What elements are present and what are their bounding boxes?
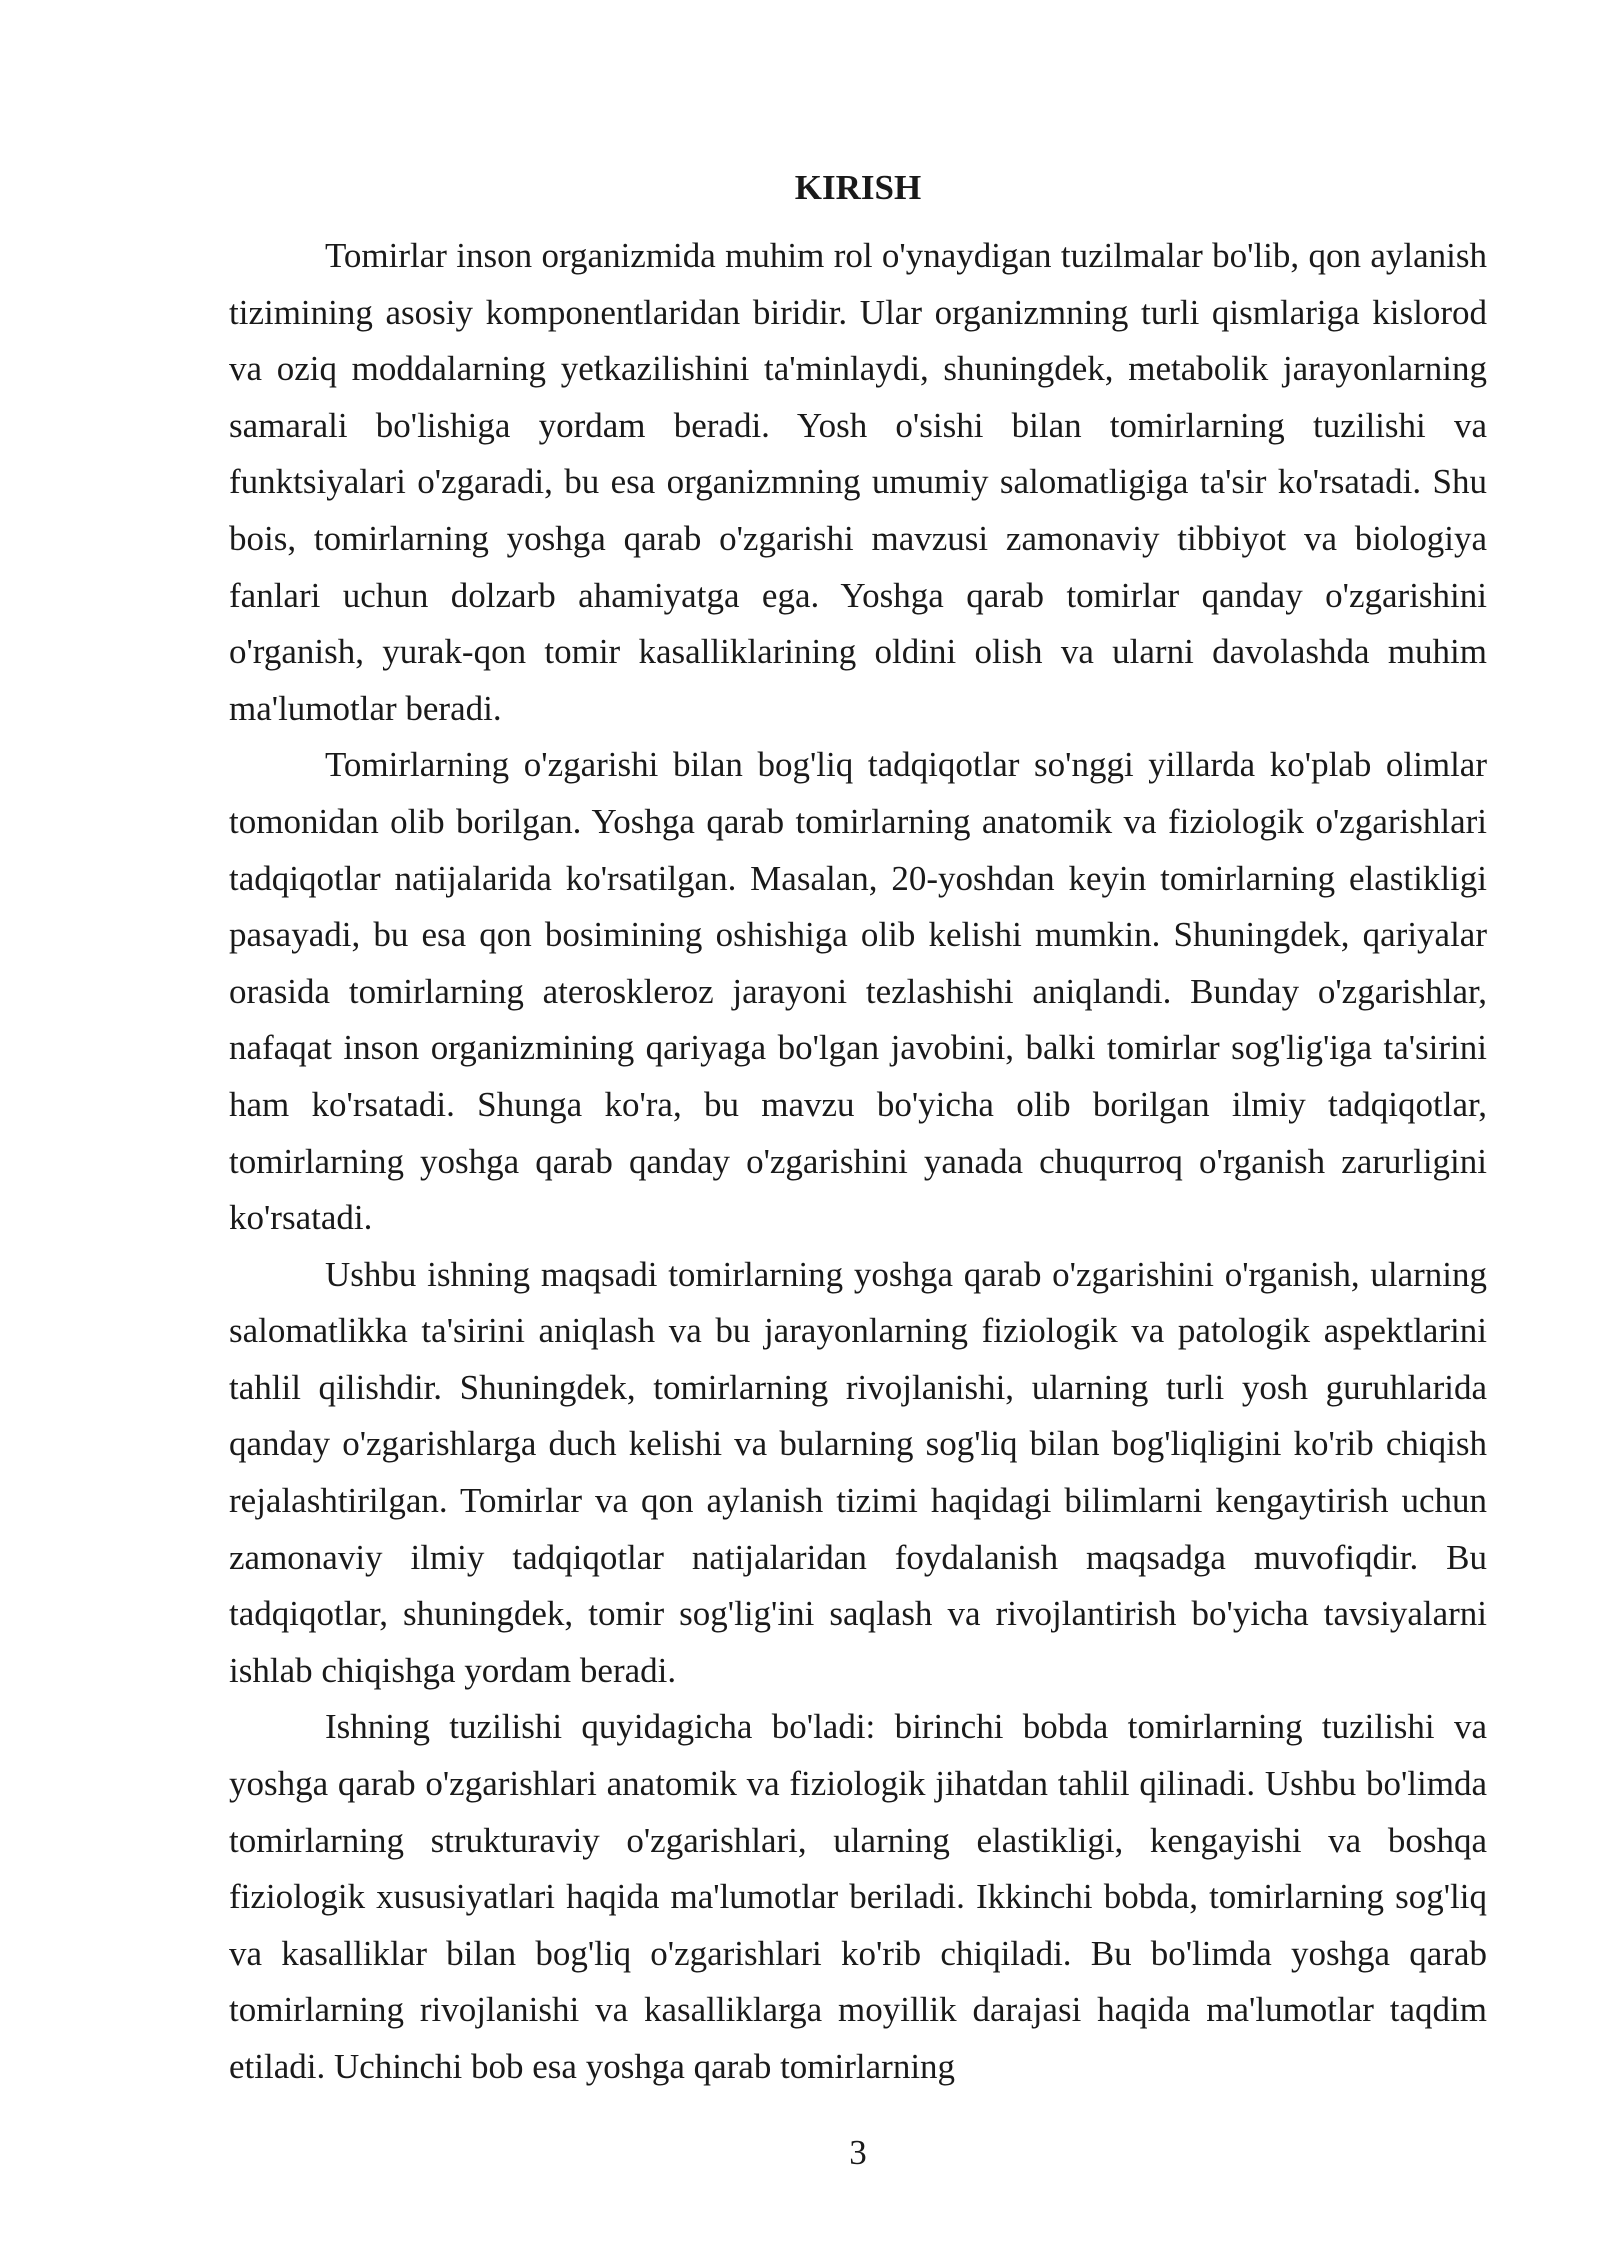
- body-paragraph-3: Ushbu ishning maqsadi tomirlarning yoshga qarab o'zgarishini o'rganish, ularning salomatlikka ta'sirini aniqlash va bu jarayonlarning fiziologik va patologik aspektlarini tahlil qilishdir. Shuningdek, tomirlarning rivojlanishi, ularning turli yosh guruhlarida qanday o'zgarishlarga duch kelishi va bularning sog'liq bilan bog'liqligini ko'rib chiqish rejalashtirilgan. Tomirlar va qon aylanish tizimi haqidagi bilimlarni kengaytirish uchun zamonaviy ilmiy tadqiqotlar natijalaridan foydalanish maqsadga muvofiqdir. Bu tadqiqotlar, shuningdek, tomir sog'lig'ini saqlash va rivojlantirish bo'yicha tavsiyalarni ishlab chiqishga yordam beradi.: [229, 1254, 1487, 1690]
- page-number: 3: [849, 2133, 867, 2172]
- body-paragraph-4: Ishning tuzilishi quyidagicha bo'ladi: birinchi bobda tomirlarning tuzilishi va yoshga qarab o'zgarishlari anatomik va fiziologik jihatdan tahlil qilinadi. Ushbu bo'limda tomirlarning strukturaviy o'zgarishlari, ularning elastikligi, kengayishi va boshqa fiziologik xususiyatlari haqida ma'lumotlar beriladi. Ikkinchi bobda, tomirlarning sog'liq va kasalliklar bilan bog'liq o'zgarishlari ko'rib chiqiladi. Bu bo'limda yoshga qarab tomirlarning rivojlanishi va kasalliklarga moyillik darajasi haqida ma'lumotlar taqdim etiladi. Uchinchi bob esa yoshga qarab tomirlarning: [229, 1707, 1487, 2086]
- section-heading: KIRISH: [794, 168, 922, 207]
- body-paragraph-2: Tomirlarning o'zgarishi bilan bog'liq tadqiqotlar so'nggi yillarda ko'plab olimlar tomonidan olib borilgan. Yoshga qarab tomirlarning anatomik va fiziologik o'zgarishlari tadqiqotlar natijalarida ko'rsatilgan. Masalan, 20-yoshdan keyin tomirlarning elastikligi pasayadi, bu esa qon bosimining oshishiga olib kelishi mumkin. Shuningdek, qariyalar orasida tomirlarning ateroskleroz jarayoni tezlashishi aniqlandi. Bunday o'zgarishlar, nafaqat inson organizmining qariyaga bo'lgan javobini, balki tomirlar sog'lig'iga ta'sirini ham ko'rsatadi. Shunga ko'ra, bu mavzu bo'yicha olib borilgan ilmiy tadqiqotlar, tomirlarning yoshga qarab qanday o'zgarishini yanada chuqurroq o'rganish zarurligini ko'rsatadi.: [229, 745, 1487, 1238]
- page-body: [229, 160, 1487, 2096]
- body-paragraph-1: Tomirlar inson organizmida muhim rol o'ynaydigan tuzilmalar bo'lib, qon aylanish tizimining asosiy komponentlaridan biridir. Ular organizmning turli qismlariga kislorod va oziq moddalarning yetkazilishini ta'minlaydi, shuningdek, metabolik jarayonlarning samarali bo'lishiga yordam beradi. Yosh o'sishi bilan tomirlarning tuzilishi va funktsiyalari o'zgaradi, bu esa organizmning umumiy salomatligiga ta'sir ko'rsatadi. Shu bois, tomirlarning yoshga qarab o'zgarishi mavzusi zamonaviy tibbiyot va biologiya fanlari uchun dolzarb ahamiyatga ega. Yoshga qarab tomirlar qanday o'zgarishini o'rganish, yurak-qon tomir kasalliklarining oldini olish va ularni davolashda muhim ma'lumotlar beradi.: [229, 236, 1487, 728]
